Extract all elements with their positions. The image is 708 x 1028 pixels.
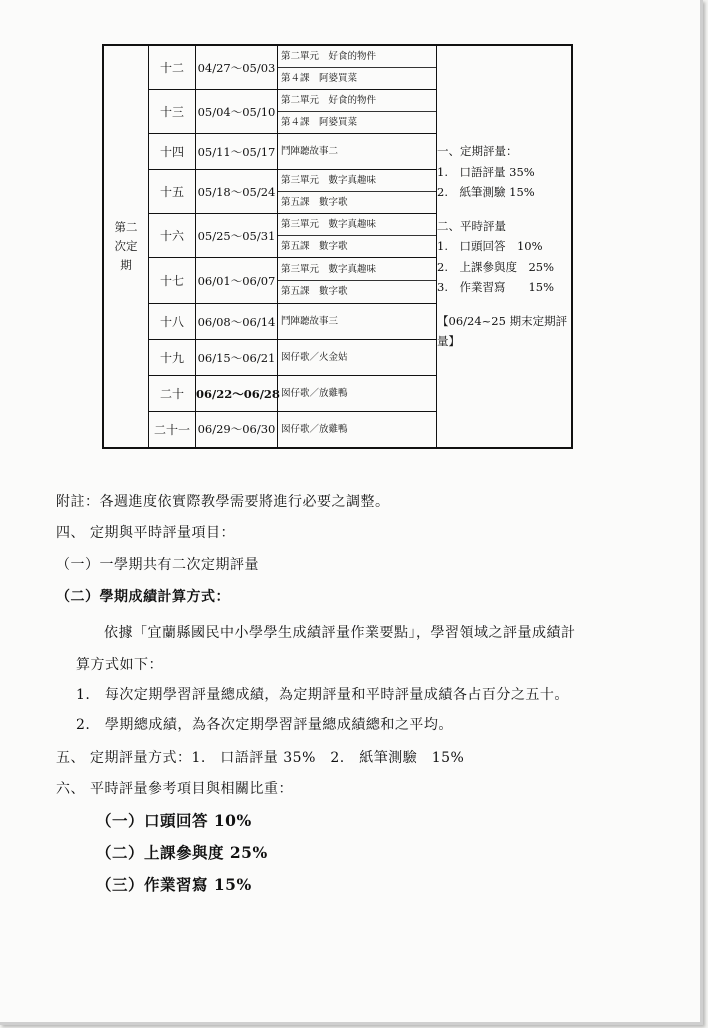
term-label: 第二次定期: [114, 219, 138, 272]
week-number: 十二: [149, 45, 196, 90]
subsection-2: （二）學期成績計算方式：: [56, 589, 230, 605]
section-4-heading: 四、 定期與平時評量項目：: [56, 525, 235, 541]
week-content: [278, 258, 437, 304]
content-line: 鬥陣聽故事三: [281, 316, 339, 327]
week-content: [278, 412, 437, 448]
week-content: [278, 170, 437, 214]
content-line: 第二單元 好食的物件: [281, 95, 377, 106]
week-number: 二十: [149, 376, 196, 412]
content-line: 第４課 阿婆買菜: [278, 111, 436, 133]
subsection-1: （一）一學期共有二次定期評量: [56, 557, 259, 573]
content-line: 第二單元 好食的物件: [281, 51, 377, 62]
week-number: 十五: [149, 170, 196, 214]
week-dates: 05/11～05/17: [196, 134, 278, 170]
section-5-heading: 五、 定期評量方式：1. 口語評量 35% 2. 紙筆測驗 15%: [56, 750, 465, 766]
week-dates: 05/25～05/31: [196, 214, 278, 258]
week-number: 十九: [149, 340, 196, 376]
week-content: [278, 134, 437, 170]
remark-text: 附註：各週進度依實際教學需要將進行必要之調整。: [56, 494, 390, 510]
eval-final-exam: 【06/24~25 期末定期評: [437, 313, 568, 328]
content-line: 囡仔歌／火金姑: [281, 352, 348, 363]
week-dates: 06/01～06/07: [196, 258, 278, 304]
week-number: 十四: [149, 134, 196, 170]
week-content: [278, 214, 437, 258]
content-line: 第五課 數字歌: [278, 235, 436, 257]
term-label-cell: [103, 45, 149, 448]
section-6-heading: 六、 平時評量參考項目與相關比重：: [56, 781, 293, 797]
week-content: [278, 45, 437, 90]
week-content: [278, 90, 437, 134]
table-row: [103, 45, 572, 90]
week-number: 二十一: [149, 412, 196, 448]
list-item-2: 2. 學期總成績，為各次定期學習評量總成績總和之平均。: [76, 717, 453, 733]
week-dates: 06/29～06/30: [196, 412, 278, 448]
spacer: [437, 203, 571, 216]
weight-item-2: （二）上課參與度 25%: [96, 843, 268, 862]
weight-item-3: （三）作業習寫 15%: [96, 875, 252, 894]
week-dates: 06/22～06/28: [196, 376, 278, 412]
content-line: 囡仔歌／放雞鴨: [281, 423, 348, 435]
week-dates: 05/04～05/10: [196, 90, 278, 134]
content-line: 第五課 數字歌: [278, 191, 436, 213]
week-content: [278, 376, 437, 412]
content-line: 第三單元 數字真趣味: [281, 264, 377, 275]
week-number: 十八: [149, 304, 196, 340]
week-number: 十七: [149, 258, 196, 304]
list-item-1: 1. 每次定期學習評量總成績，為定期評量和平時評量成績各占百分之五十。: [76, 687, 569, 703]
week-dates: 05/18～05/24: [196, 170, 278, 214]
weight-item-1: （一）口頭回答 10%: [96, 811, 252, 830]
content-line: 第三單元 數字真趣味: [281, 219, 377, 230]
content-line: 第４課 阿婆買菜: [278, 67, 436, 89]
content-line: 鬥陣聽故事二: [281, 146, 339, 157]
eval-written: 2. 紙筆測驗 15%: [437, 185, 535, 199]
content-line: 囡仔歌／放雞鴨: [281, 388, 348, 399]
eval-heading-regular: 二、平時評量: [437, 218, 506, 233]
paragraph-line-2: 算方式如下：: [76, 657, 163, 673]
eval-heading-periodic: 一、定期評量：: [437, 144, 518, 158]
week-content: [278, 340, 437, 376]
eval-final-exam-cont: 量】: [437, 334, 460, 348]
eval-oral: 1. 口語評量 35%: [437, 164, 535, 179]
week-dates: 04/27～05/03: [196, 45, 278, 90]
evaluation-cell: [437, 45, 573, 448]
eval-oral-answer: 1. 口頭回答 10%: [437, 239, 543, 253]
eval-homework: 3. 作業習寫 15%: [437, 280, 555, 294]
spacer: [437, 298, 571, 311]
week-content: [278, 304, 437, 340]
week-dates: 06/15～06/21: [196, 340, 278, 376]
content-line: 第三單元 數字真趣味: [281, 175, 377, 186]
eval-participation: 2. 上課參與度 25%: [437, 259, 555, 274]
week-number: 十六: [149, 214, 196, 258]
week-dates: 06/08～06/14: [196, 304, 278, 340]
paragraph-line-1: 依據「宜蘭縣國民中小學學生成績評量作業要點」，學習領域之評量成績計: [104, 625, 576, 641]
schedule-table: [102, 44, 573, 449]
content-line: 第五課 數字歌: [278, 280, 436, 302]
week-number: 十三: [149, 90, 196, 134]
